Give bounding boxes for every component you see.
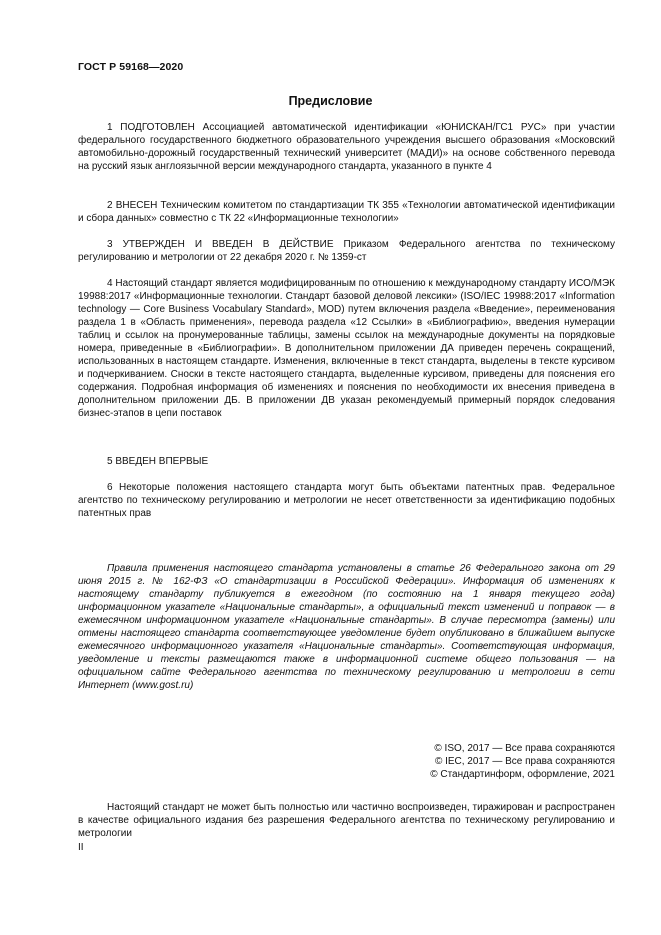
copyright-iec: © IEC, 2017 — Все права сохраняются	[434, 756, 615, 767]
paragraph-2: 2 ВНЕСЕН Техническим комитетом по стандартизации ТК 355 «Технологии автоматической идентификации и сбора данных» совместно с ТК 22 «Информационные технологии»	[78, 200, 615, 224]
copyright-iso: © ISO, 2017 — Все права сохраняются	[434, 743, 615, 754]
copyright-standartinform: © Стандартинформ, оформление, 2021	[430, 769, 615, 780]
paragraph-3: 3 УТВЕРЖДЕН И ВВЕДЕН В ДЕЙСТВИЕ Приказом Федерального агентства по техническому регулированию и метрологии от 22 декабря 2020 г. № 1359-ст	[78, 239, 615, 263]
page-title: Предисловие	[288, 94, 373, 108]
page-number: II	[78, 842, 84, 853]
paragraph-4: 4 Настоящий стандарт является модифицированным по отношению к международному стандарту ИСО/МЭК 19988:2017 «Информационные технологии. Стандарт базовой деловой лексики» (ISO/IEC 19988:2017 «Information technology — Core Business Vocabulary Standard», MOD) путем включения раздела «Введение», переименования раздела 1 в «Область применения», перевода раздела «12 Ссылки» в «Библиографию», введения нумерации таблиц и ссылок на пронумерованные таблицы, замены ссылок на международные документы на порядковые номера, приведенные в «Библиографии». В дополнительном приложении ДА приведен перечень сокращений, использованных в настоящем стандарте. Изменения, включенные в текст стандарта, выделены в тексте курсивом и подчеркиванием. Сноски в тексте настоящего стандарта, выделенные курсивом, приведены для пояснения его содержания. Подробная информация об изменениях и пояснения по необходимости их внесения приведена в дополнительном приложении ДБ. В приложении ДВ указан рекомендуемый примерный порядок следования бизнес-этапов в цепи поставок	[78, 278, 615, 419]
rules-notice: Правила применения настоящего стандарта установлены в статье 26 Федерального закона от 29 июня 2015 г. № 162-ФЗ «О стандартизации в Российской Федерации». Информация об изменениях к настоящему стандарту публикуется в ежегодном (по состоянию на 1 января текущего года) информационном указателе «Национальные стандарты», а официальный текст изменений и поправок — в ежемесячном информационном указателе «Национальные стандарты». В случае пересмотра (замены) или отмены настоящего стандарта соответствующее уведомление будет опубликовано в ближайшем выпуске ежемесячного информационного указателя «Национальные стандарты». Соответствующая информация, уведомление и тексты размещаются также в информационной системе общего пользования — на официальном сайте Федерального агентства по техническому регулированию и метрологии в сети Интернет (www.gost.ru)	[78, 563, 615, 691]
paragraph-1: 1 ПОДГОТОВЛЕН Ассоциацией автоматической идентификации «ЮНИСКАН/ГС1 РУС» при участии федерального государственного бюджетного образовательного учреждения высшего образования «Московский автомобильно-дорожный государственный технический университет (МАДИ)» на основе собственного перевода на русский язык англоязычной версии международного стандарта, указанного в пункте 4	[78, 122, 615, 172]
paragraph-5: 5 ВВЕДЕН ВПЕРВЫЕ	[107, 456, 209, 467]
copyright-block	[430, 742, 615, 781]
paragraph-6: 6 Некоторые положения настоящего стандарта могут быть объектами патентных прав. Федеральное агентство по техническому регулированию и метрологии не несет ответственности за идентификацию подобных патентных прав	[78, 482, 615, 519]
reproduction-notice: Настоящий стандарт не может быть полностью или частично воспроизведен, тиражирован и распространен в качестве официального издания без разрешения Федерального агентства по техническому регулированию и метрологии	[78, 802, 615, 839]
standard-code: ГОСТ Р 59168—2020	[78, 61, 184, 73]
